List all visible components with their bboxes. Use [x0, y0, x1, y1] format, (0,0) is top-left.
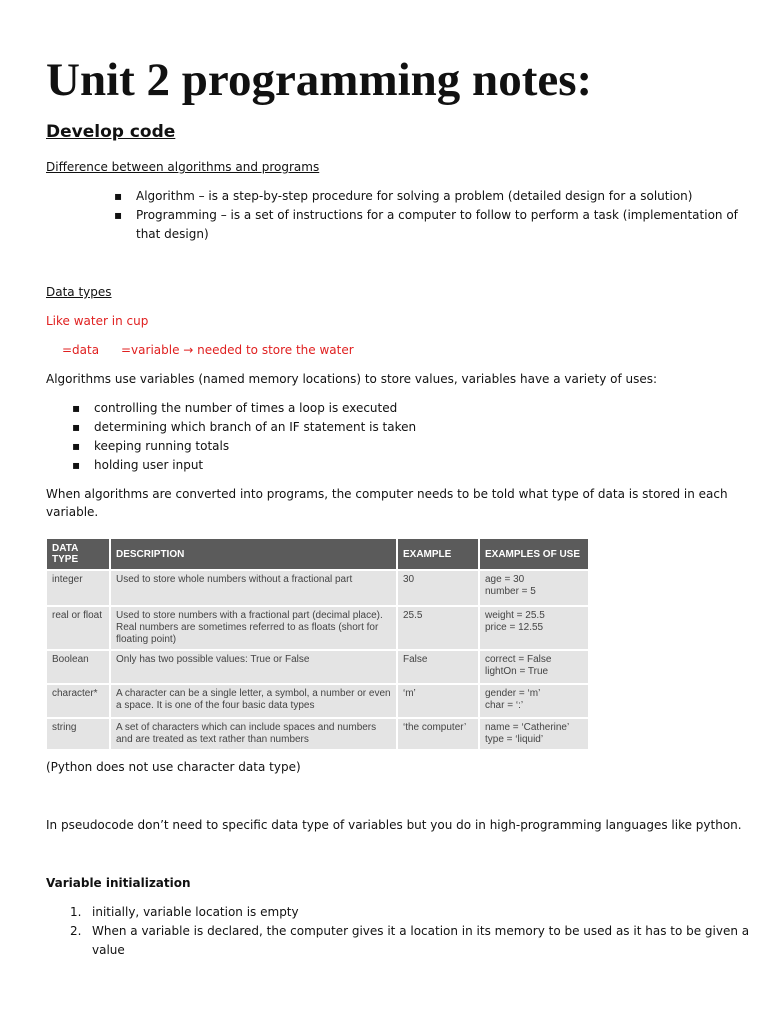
analogy-variable: =variable → needed to store the water — [121, 343, 354, 357]
table-cell-description: Only has two possible values: True or False — [111, 649, 398, 683]
pseudocode-note: In pseudocode don’t need to specific data type of variables but you do in high-programming languages like python. — [46, 818, 742, 832]
table-cell-type: real or float — [47, 605, 111, 649]
table-cell-example: False — [398, 649, 480, 683]
table-row — [47, 605, 588, 649]
init-heading: Variable initialization — [46, 876, 191, 890]
list-item: 1. initially, variable location is empty — [70, 905, 299, 919]
table-cell-type: string — [47, 717, 111, 749]
init-list — [70, 903, 749, 941]
diff-heading: Difference between algorithms and programs — [46, 160, 320, 174]
data-types-heading: Data types — [46, 285, 112, 299]
python-note: (Python does not use character data type) — [46, 760, 301, 774]
table-row — [47, 569, 588, 605]
table-cell-description: Used to store numbers with a fractional part (decimal place). Real numbers are sometimes referred to as floats (short for floating point) — [111, 605, 398, 649]
list-item: ▪ determining which branch of an IF statement is taken — [72, 418, 416, 437]
page-title: Unit 2 programming notes: — [46, 54, 593, 106]
table-header: EXAMPLE — [398, 539, 480, 569]
table-cell-use: name = ‘Catherine’ type = ‘liquid’ — [480, 717, 588, 749]
list-item: ▪ holding user input — [72, 456, 416, 475]
table-cell-type: integer — [47, 569, 111, 605]
list-item: ▪ Algorithm – is a step-by-step procedure for solving a problem (detailed design for a solution) — [114, 187, 738, 206]
list-item: 2. When a variable is declared, the computer gives it a location in its memory to be used as it has to be given a — [70, 924, 750, 938]
diff-item-continuation: that design) — [136, 227, 209, 241]
table-header: DATA TYPE — [47, 539, 111, 569]
table-header-row — [47, 539, 588, 569]
table-cell-description: Used to store whole numbers without a fractional part — [111, 569, 398, 605]
section-heading: Develop code — [46, 122, 176, 142]
diff-list — [114, 187, 738, 225]
convert-text-line1: When algorithms are converted into programs, the computer needs to be told what type of data is stored in each — [46, 487, 728, 501]
convert-text-line2: variable. — [46, 505, 99, 519]
table-row — [47, 717, 588, 749]
table-cell-description: A set of characters which can include spaces and numbers and are treated as text rather than numbers — [111, 717, 398, 749]
table-cell-use: weight = 25.5 price = 12.55 — [480, 605, 588, 649]
data-types-table — [47, 539, 588, 749]
init-item-continuation: value — [92, 943, 125, 957]
table-cell-type: Boolean — [47, 649, 111, 683]
list-item: ▪ controlling the number of times a loop is executed — [72, 399, 416, 418]
variables-intro: Algorithms use variables (named memory locations) to store values, variables have a variety of uses: — [46, 372, 658, 386]
variable-uses-list — [72, 399, 416, 475]
table-cell-example: ‘m’ — [398, 683, 480, 717]
table-row — [47, 649, 588, 683]
table-cell-example: ‘the computer’ — [398, 717, 480, 749]
list-item: ▪ Programming – is a set of instructions for a computer to follow to perform a task (implementation of — [114, 206, 738, 225]
table-cell-use: gender = ‘m’ char = ‘:’ — [480, 683, 588, 717]
analogy-data: =data — [62, 343, 100, 357]
table-cell-type: character* — [47, 683, 111, 717]
table-cell-use: correct = False lightOn = True — [480, 649, 588, 683]
table-cell-use: age = 30 number = 5 — [480, 569, 588, 605]
table-cell-example: 30 — [398, 569, 480, 605]
table-header: DESCRIPTION — [111, 539, 398, 569]
table-cell-description: A character can be a single letter, a symbol, a number or even a space. It is one of the four basic data types — [111, 683, 398, 717]
table-header: EXAMPLES OF USE — [480, 539, 588, 569]
analogy-line: Like water in cup — [46, 314, 149, 328]
list-item: ▪ keeping running totals — [72, 437, 416, 456]
table-row — [47, 683, 588, 717]
table-cell-example: 25.5 — [398, 605, 480, 649]
